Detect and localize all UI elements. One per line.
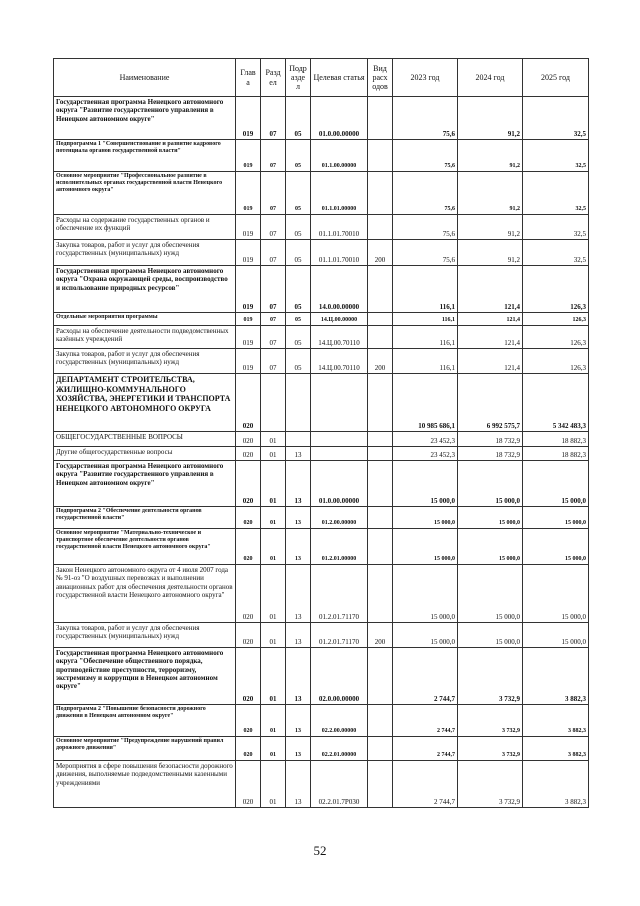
cell-amount-2024: 121,4	[458, 326, 523, 349]
cell-chapter: 020	[236, 507, 261, 529]
table-row	[54, 313, 589, 326]
cell-name: Расходы на содержание государственных органов и обеспечение их функций	[54, 215, 236, 240]
header-expense-type: Вид расх одов	[368, 59, 393, 97]
table-body	[54, 97, 589, 808]
cell-chapter: 020	[236, 447, 261, 461]
cell-section: 01	[261, 461, 286, 507]
table-row	[54, 140, 589, 172]
cell-amount-2024: 15 000,0	[458, 623, 523, 648]
cell-amount-2024: 91,2	[458, 140, 523, 172]
table-header-row	[54, 59, 589, 97]
cell-amount-2025: 15 000,0	[523, 623, 589, 648]
table-row	[54, 432, 589, 447]
cell-chapter: 019	[236, 349, 261, 374]
cell-amount-2023: 23 452,3	[393, 447, 458, 461]
page-number: 52	[313, 843, 327, 858]
cell-target-item: 01.2.01.71170	[311, 565, 368, 623]
cell-chapter: 020	[236, 648, 261, 705]
cell-amount-2025: 32,5	[523, 140, 589, 172]
cell-section: 07	[261, 97, 286, 140]
cell-amount-2023: 15 000,0	[393, 461, 458, 507]
cell-amount-2023: 116,1	[393, 313, 458, 326]
cell-section: 01	[261, 737, 286, 761]
header-section: Разд ел	[261, 59, 286, 97]
cell-chapter: 019	[236, 240, 261, 266]
cell-amount-2023: 2 744,7	[393, 737, 458, 761]
cell-amount-2024: 15 000,0	[458, 461, 523, 507]
cell-amount-2025: 126,3	[523, 313, 589, 326]
cell-subsection: 05	[286, 215, 311, 240]
cell-section: 01	[261, 432, 286, 447]
cell-target-item	[311, 432, 368, 447]
table-row	[54, 374, 589, 432]
cell-amount-2024: 15 000,0	[458, 529, 523, 565]
cell-target-item: 14.Ц.00.70110	[311, 326, 368, 349]
cell-amount-2024: 91,2	[458, 215, 523, 240]
cell-section: 01	[261, 761, 286, 808]
cell-amount-2023: 116,1	[393, 266, 458, 313]
cell-amount-2024: 91,2	[458, 172, 523, 215]
cell-subsection: 05	[286, 266, 311, 313]
cell-chapter: 020	[236, 565, 261, 623]
table-row	[54, 761, 589, 808]
cell-amount-2024: 121,4	[458, 266, 523, 313]
cell-amount-2025: 15 000,0	[523, 461, 589, 507]
cell-target-item: 14.Ц.00.00000	[311, 313, 368, 326]
cell-target-item: 01.2.01.71170	[311, 623, 368, 648]
cell-amount-2025: 15 000,0	[523, 529, 589, 565]
cell-amount-2024: 3 732,9	[458, 761, 523, 808]
cell-name: Закупка товаров, работ и услуг для обеспечения государственных (муниципальных) нужд	[54, 240, 236, 266]
cell-expense-type	[368, 761, 393, 808]
cell-target-item: 01.1.01.00000	[311, 172, 368, 215]
cell-target-item: 01.2.00.00000	[311, 507, 368, 529]
table-row	[54, 648, 589, 705]
cell-subsection: 05	[286, 97, 311, 140]
cell-chapter: 019	[236, 313, 261, 326]
cell-amount-2024: 121,4	[458, 313, 523, 326]
cell-section: 07	[261, 240, 286, 266]
cell-amount-2025: 3 882,3	[523, 761, 589, 808]
cell-subsection: 13	[286, 737, 311, 761]
cell-expense-type	[368, 648, 393, 705]
cell-expense-type	[368, 313, 393, 326]
cell-section: 07	[261, 349, 286, 374]
cell-target-item: 01.1.00.00000	[311, 140, 368, 172]
cell-expense-type: 200	[368, 623, 393, 648]
cell-expense-type	[368, 374, 393, 432]
cell-amount-2025: 32,5	[523, 172, 589, 215]
cell-expense-type	[368, 565, 393, 623]
cell-amount-2025: 3 882,3	[523, 648, 589, 705]
cell-amount-2023: 23 452,3	[393, 432, 458, 447]
cell-amount-2023: 116,1	[393, 326, 458, 349]
header-year-2025: 2025 год	[523, 59, 589, 97]
table-row	[54, 461, 589, 507]
cell-name: Закупка товаров, работ и услуг для обеспечения государственных (муниципальных) нужд	[54, 623, 236, 648]
cell-name: ОБЩЕГОСУДАРСТВЕННЫЕ ВОПРОСЫ	[54, 432, 236, 447]
table-row	[54, 172, 589, 215]
cell-section: 07	[261, 326, 286, 349]
cell-name: Расходы на обеспечение деятельности подведомственных казённых учреждений	[54, 326, 236, 349]
cell-subsection: 13	[286, 447, 311, 461]
cell-name: Мероприятия в сфере повышения безопасности дорожного движения, выполняемые подведомственными казенными учреждениями	[54, 761, 236, 808]
cell-section: 07	[261, 266, 286, 313]
cell-section	[261, 374, 286, 432]
cell-subsection: 05	[286, 172, 311, 215]
cell-amount-2023: 75,6	[393, 97, 458, 140]
cell-subsection: 13	[286, 565, 311, 623]
table-row	[54, 705, 589, 737]
cell-amount-2023: 15 000,0	[393, 623, 458, 648]
cell-amount-2024: 15 000,0	[458, 507, 523, 529]
cell-section: 07	[261, 172, 286, 215]
cell-name: Государственная программа Ненецкого автономного округа "Охрана окружающей среды, воспроизводство и использование природных ресурсов"	[54, 266, 236, 313]
cell-amount-2024: 121,4	[458, 349, 523, 374]
cell-name: Закупка товаров, работ и услуг для обеспечения государственных (муниципальных) нужд	[54, 349, 236, 374]
cell-section: 07	[261, 313, 286, 326]
cell-section: 01	[261, 565, 286, 623]
cell-amount-2025: 126,3	[523, 326, 589, 349]
cell-chapter: 019	[236, 326, 261, 349]
table-row	[54, 97, 589, 140]
cell-amount-2023: 75,6	[393, 140, 458, 172]
cell-expense-type	[368, 461, 393, 507]
cell-name: ДЕПАРТАМЕНТ СТРОИТЕЛЬСТВА, ЖИЛИЩНО-КОММУНАЛЬНОГО ХОЗЯЙСТВА, ЭНЕРГЕТИКИ И ТРАНСПОРТА НЕНЕЦКОГО АВТОНОМНОГО ОКРУГА	[54, 374, 236, 432]
table-row	[54, 215, 589, 240]
cell-amount-2024: 18 732,9	[458, 432, 523, 447]
cell-target-item: 02.2.01.00000	[311, 737, 368, 761]
cell-expense-type	[368, 507, 393, 529]
table-row	[54, 349, 589, 374]
cell-name: Государственная программа Ненецкого автономного округа "Обеспечение общественного порядка, противодействие преступности, терроризму, экстремизму и коррупции в Ненецком автономном округе"	[54, 648, 236, 705]
cell-subsection: 05	[286, 140, 311, 172]
cell-amount-2023: 10 985 686,1	[393, 374, 458, 432]
cell-name: Подпрограмма 2 "Повышение безопасности дорожного движения в Ненецком автономном округе"	[54, 705, 236, 737]
cell-subsection: 13	[286, 529, 311, 565]
table-row	[54, 507, 589, 529]
cell-amount-2024: 18 732,9	[458, 447, 523, 461]
cell-expense-type: 200	[368, 349, 393, 374]
cell-chapter: 020	[236, 374, 261, 432]
cell-chapter: 019	[236, 97, 261, 140]
cell-section: 01	[261, 648, 286, 705]
cell-chapter: 020	[236, 761, 261, 808]
cell-subsection: 13	[286, 507, 311, 529]
cell-name: Основное мероприятие "Профессиональное развитие в исполнительных органах государственной власти Ненецкого автономного округа"	[54, 172, 236, 215]
cell-name: Основное мероприятие "Материально-техническое и транспортное обеспечение деятельности органов государственной власти Ненецкого автономного округа"	[54, 529, 236, 565]
cell-section: 01	[261, 529, 286, 565]
cell-amount-2024: 15 000,0	[458, 565, 523, 623]
cell-section: 07	[261, 215, 286, 240]
cell-target-item: 01.2.01.00000	[311, 529, 368, 565]
cell-expense-type	[368, 447, 393, 461]
table-row	[54, 266, 589, 313]
cell-amount-2025: 32,5	[523, 215, 589, 240]
cell-amount-2023: 15 000,0	[393, 565, 458, 623]
cell-subsection: 13	[286, 705, 311, 737]
cell-section: 01	[261, 507, 286, 529]
cell-amount-2023: 15 000,0	[393, 507, 458, 529]
cell-chapter: 020	[236, 623, 261, 648]
cell-expense-type	[368, 172, 393, 215]
cell-target-item: 01.1.01.70010	[311, 215, 368, 240]
cell-amount-2023: 75,6	[393, 240, 458, 266]
cell-subsection: 13	[286, 623, 311, 648]
cell-expense-type	[368, 529, 393, 565]
cell-target-item: 14.Ц.00.70110	[311, 349, 368, 374]
cell-name: Государственная программа Ненецкого автономного округа "Развитие государственного управления в Ненецком автономном округе"	[54, 97, 236, 140]
cell-amount-2025: 32,5	[523, 97, 589, 140]
cell-name: Другие общегосударственные вопросы	[54, 447, 236, 461]
cell-amount-2025: 126,3	[523, 266, 589, 313]
cell-target-item: 02.2.01.7Р030	[311, 761, 368, 808]
cell-section: 01	[261, 447, 286, 461]
cell-target-item: 14.0.00.00000	[311, 266, 368, 313]
cell-name: Отдельные мероприятия программы	[54, 313, 236, 326]
cell-amount-2024: 91,2	[458, 240, 523, 266]
cell-chapter: 019	[236, 172, 261, 215]
cell-chapter: 019	[236, 266, 261, 313]
cell-amount-2025: 15 000,0	[523, 565, 589, 623]
cell-amount-2025: 5 342 483,3	[523, 374, 589, 432]
cell-amount-2025: 18 882,3	[523, 432, 589, 447]
table-row	[54, 565, 589, 623]
budget-table	[53, 58, 589, 808]
cell-expense-type	[368, 215, 393, 240]
cell-amount-2025: 15 000,0	[523, 507, 589, 529]
cell-target-item: 02.2.00.00000	[311, 705, 368, 737]
cell-amount-2023: 75,6	[393, 215, 458, 240]
cell-chapter: 020	[236, 461, 261, 507]
cell-amount-2025: 126,3	[523, 349, 589, 374]
cell-amount-2024: 3 732,9	[458, 648, 523, 705]
cell-target-item: 01.0.00.00000	[311, 97, 368, 140]
cell-target-item	[311, 374, 368, 432]
cell-amount-2024: 3 732,9	[458, 705, 523, 737]
header-year-2024: 2024 год	[458, 59, 523, 97]
cell-subsection: 13	[286, 461, 311, 507]
cell-amount-2023: 2 744,7	[393, 761, 458, 808]
cell-expense-type	[368, 705, 393, 737]
header-year-2023: 2023 год	[393, 59, 458, 97]
cell-amount-2023: 2 744,7	[393, 648, 458, 705]
cell-expense-type: 200	[368, 240, 393, 266]
cell-target-item: 01.0.00.00000	[311, 461, 368, 507]
cell-target-item: 01.1.01.70010	[311, 240, 368, 266]
header-chapter: Глав а	[236, 59, 261, 97]
cell-subsection: 05	[286, 349, 311, 374]
cell-expense-type	[368, 326, 393, 349]
cell-name: Подпрограмма 1 "Совершенствование и развитие кадрового потенциала органов государственной власти"	[54, 140, 236, 172]
header-target-item: Целевая статья	[311, 59, 368, 97]
cell-expense-type	[368, 97, 393, 140]
cell-amount-2023: 15 000,0	[393, 529, 458, 565]
cell-chapter: 020	[236, 737, 261, 761]
cell-chapter: 019	[236, 140, 261, 172]
cell-subsection: 13	[286, 648, 311, 705]
cell-amount-2025: 3 882,3	[523, 705, 589, 737]
cell-name: Подпрограмма 2 "Обеспечение деятельности органов государственной власти"	[54, 507, 236, 529]
cell-target-item	[311, 447, 368, 461]
cell-amount-2025: 18 882,3	[523, 447, 589, 461]
cell-subsection	[286, 432, 311, 447]
cell-amount-2024: 91,2	[458, 97, 523, 140]
cell-amount-2025: 3 882,3	[523, 737, 589, 761]
table-row	[54, 326, 589, 349]
cell-subsection: 05	[286, 326, 311, 349]
cell-amount-2023: 75,6	[393, 172, 458, 215]
cell-amount-2023: 2 744,7	[393, 705, 458, 737]
cell-name: Закон Ненецкого автономного округа от 4 июля 2007 года № 91-оз "О воздушных перевозках и выполнении авиационных работ для обеспечения деятельности органов государственной власти Ненецкого автономного округа"	[54, 565, 236, 623]
table-row	[54, 623, 589, 648]
cell-expense-type	[368, 432, 393, 447]
cell-amount-2024: 6 992 575,7	[458, 374, 523, 432]
table-row	[54, 529, 589, 565]
cell-subsection: 05	[286, 240, 311, 266]
cell-subsection: 13	[286, 761, 311, 808]
cell-expense-type	[368, 737, 393, 761]
table-row	[54, 737, 589, 761]
cell-section: 01	[261, 705, 286, 737]
cell-chapter: 020	[236, 432, 261, 447]
cell-section: 01	[261, 623, 286, 648]
header-subsection: Подр азде л	[286, 59, 311, 97]
cell-amount-2024: 3 732,9	[458, 737, 523, 761]
cell-chapter: 020	[236, 529, 261, 565]
cell-name: Основное мероприятие "Предупреждение нарушений правил дорожного движения"	[54, 737, 236, 761]
cell-section: 07	[261, 140, 286, 172]
table-row	[54, 240, 589, 266]
cell-target-item: 02.0.00.00000	[311, 648, 368, 705]
cell-chapter: 019	[236, 215, 261, 240]
cell-name: Государственная программа Ненецкого автономного округа "Развитие государственного управления в Ненецком автономном округе"	[54, 461, 236, 507]
cell-amount-2025: 32,5	[523, 240, 589, 266]
cell-expense-type	[368, 140, 393, 172]
cell-amount-2023: 116,1	[393, 349, 458, 374]
table-row	[54, 447, 589, 461]
cell-subsection	[286, 374, 311, 432]
cell-subsection: 05	[286, 313, 311, 326]
cell-expense-type	[368, 266, 393, 313]
cell-chapter: 020	[236, 705, 261, 737]
header-name: Наименование	[54, 59, 236, 97]
